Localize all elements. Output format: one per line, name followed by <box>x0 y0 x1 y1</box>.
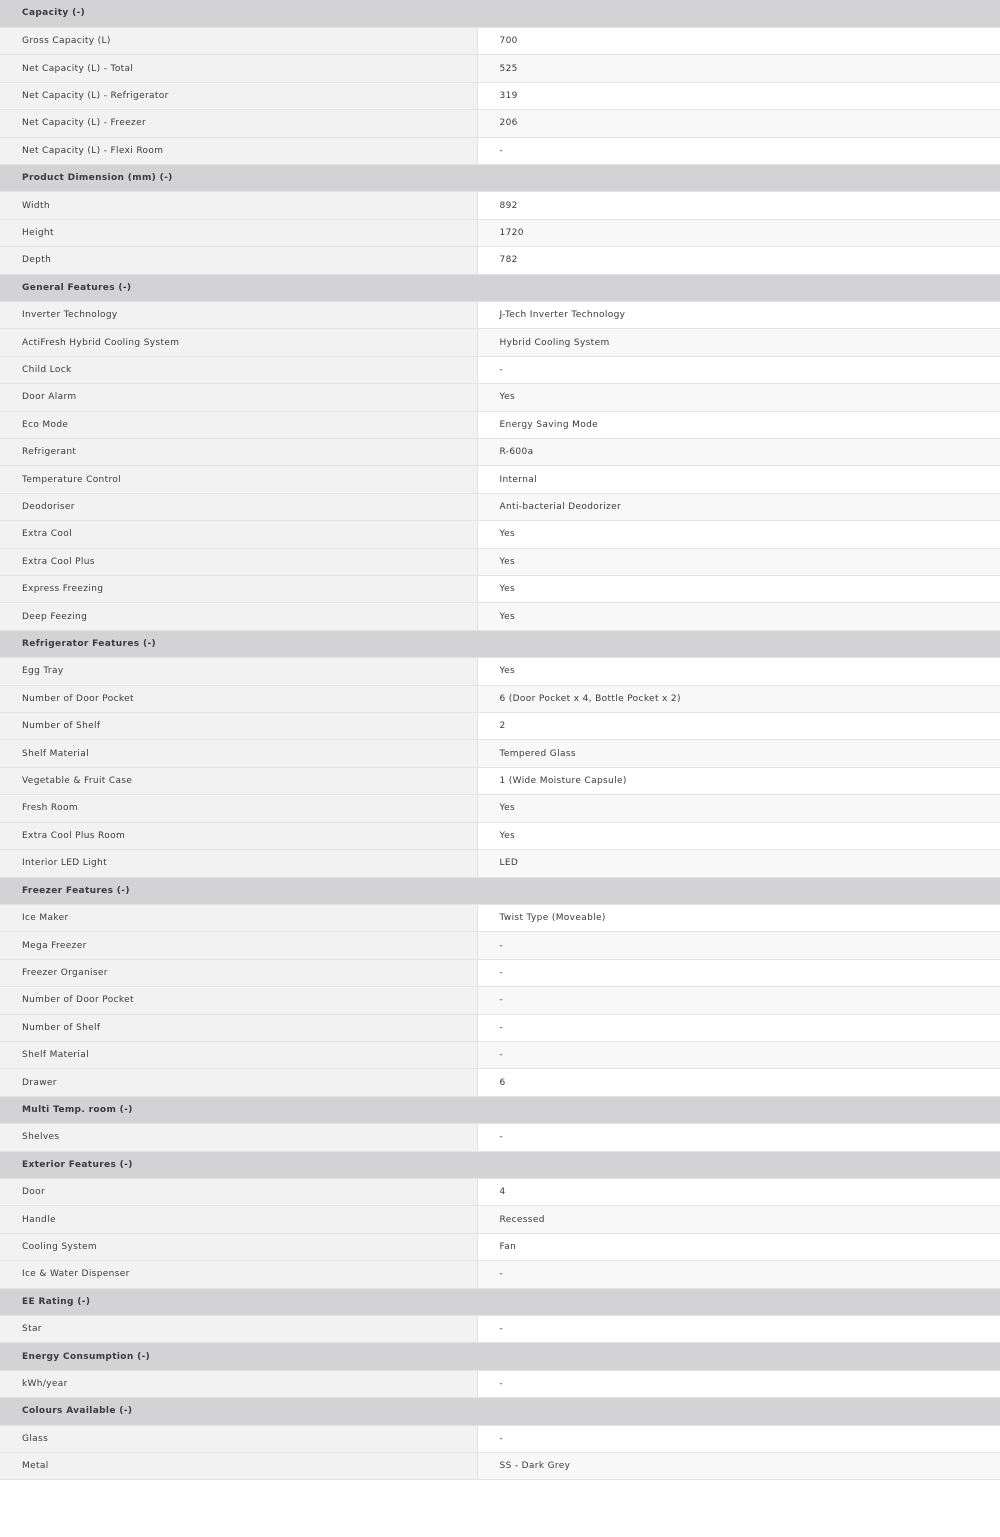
section-header-row[interactable] <box>0 1398 1000 1425</box>
spec-value: - <box>477 987 1000 1014</box>
spec-value: - <box>477 1124 1000 1151</box>
spec-row <box>0 685 1000 712</box>
spec-label: Shelves <box>0 1124 477 1151</box>
spec-row <box>0 1261 1000 1288</box>
spec-row <box>0 932 1000 959</box>
spec-value: 206 <box>477 110 1000 137</box>
spec-label: Handle <box>0 1206 477 1233</box>
section-header-row[interactable] <box>0 0 1000 27</box>
spec-value: - <box>477 1261 1000 1288</box>
spec-label: kWh/year <box>0 1370 477 1397</box>
section-title[interactable]: Exterior Features (-) <box>0 1151 1000 1178</box>
spec-label: Gross Capacity (L) <box>0 27 477 54</box>
spec-value: Yes <box>477 603 1000 630</box>
section-header-row[interactable] <box>0 1151 1000 1178</box>
spec-row <box>0 137 1000 164</box>
spec-row <box>0 822 1000 849</box>
spec-label: Deodoriser <box>0 493 477 520</box>
spec-label: Extra Cool Plus Room <box>0 822 477 849</box>
spec-label: Drawer <box>0 1069 477 1096</box>
spec-label: Door Alarm <box>0 384 477 411</box>
section-header-row[interactable] <box>0 1288 1000 1315</box>
spec-row <box>0 767 1000 794</box>
spec-value: 2 <box>477 713 1000 740</box>
spec-row <box>0 1453 1000 1480</box>
section-title[interactable]: Colours Available (-) <box>0 1398 1000 1425</box>
spec-row <box>0 247 1000 274</box>
spec-value: 319 <box>477 82 1000 109</box>
spec-row <box>0 576 1000 603</box>
spec-value: Yes <box>477 795 1000 822</box>
spec-value: 4 <box>477 1178 1000 1205</box>
spec-value: Internal <box>477 466 1000 493</box>
section-title[interactable]: Refrigerator Features (-) <box>0 630 1000 657</box>
spec-row <box>0 603 1000 630</box>
spec-row <box>0 27 1000 54</box>
spec-value: Hybrid Cooling System <box>477 329 1000 356</box>
spec-label: Net Capacity (L) - Freezer <box>0 110 477 137</box>
spec-label: Vegetable & Fruit Case <box>0 767 477 794</box>
spec-row <box>0 1206 1000 1233</box>
spec-value: Recessed <box>477 1206 1000 1233</box>
spec-row <box>0 1041 1000 1068</box>
spec-value: Yes <box>477 658 1000 685</box>
spec-label: Child Lock <box>0 356 477 383</box>
spec-row <box>0 1069 1000 1096</box>
spec-label: Mega Freezer <box>0 932 477 959</box>
spec-row <box>0 1425 1000 1452</box>
spec-label: Net Capacity (L) - Flexi Room <box>0 137 477 164</box>
spec-row <box>0 356 1000 383</box>
spec-label: Egg Tray <box>0 658 477 685</box>
section-title[interactable]: General Features (-) <box>0 274 1000 301</box>
spec-label: Extra Cool Plus <box>0 548 477 575</box>
spec-label: Door <box>0 1178 477 1205</box>
spec-label: Number of Door Pocket <box>0 685 477 712</box>
section-title[interactable]: Multi Temp. room (-) <box>0 1096 1000 1123</box>
spec-value: - <box>477 959 1000 986</box>
spec-value: J-Tech Inverter Technology <box>477 301 1000 328</box>
spec-value: Yes <box>477 521 1000 548</box>
spec-value: 782 <box>477 247 1000 274</box>
spec-row <box>0 740 1000 767</box>
spec-value: - <box>477 1425 1000 1452</box>
spec-label: Net Capacity (L) - Total <box>0 55 477 82</box>
section-header-row[interactable] <box>0 274 1000 301</box>
spec-label: Freezer Organiser <box>0 959 477 986</box>
section-header-row[interactable] <box>0 1343 1000 1370</box>
spec-row <box>0 1014 1000 1041</box>
spec-value: - <box>477 356 1000 383</box>
spec-value: 700 <box>477 27 1000 54</box>
spec-value: - <box>477 137 1000 164</box>
spec-value: Fan <box>477 1233 1000 1260</box>
spec-label: Express Freezing <box>0 576 477 603</box>
spec-row <box>0 110 1000 137</box>
spec-label: Deep Feezing <box>0 603 477 630</box>
spec-label: Net Capacity (L) - Refrigerator <box>0 82 477 109</box>
spec-label: Width <box>0 192 477 219</box>
spec-value: 1 (Wide Moisture Capsule) <box>477 767 1000 794</box>
spec-row <box>0 329 1000 356</box>
spec-value: 6 (Door Pocket x 4, Bottle Pocket x 2) <box>477 685 1000 712</box>
spec-row <box>0 795 1000 822</box>
spec-value: Yes <box>477 548 1000 575</box>
spec-label: Inverter Technology <box>0 301 477 328</box>
spec-label: Number of Shelf <box>0 713 477 740</box>
spec-row <box>0 411 1000 438</box>
spec-label: Extra Cool <box>0 521 477 548</box>
spec-value: Tempered Glass <box>477 740 1000 767</box>
spec-value: Twist Type (Moveable) <box>477 904 1000 931</box>
spec-row <box>0 466 1000 493</box>
spec-value: 6 <box>477 1069 1000 1096</box>
spec-label: Interior LED Light <box>0 850 477 877</box>
spec-row <box>0 1178 1000 1205</box>
spec-value: LED <box>477 850 1000 877</box>
spec-label: Eco Mode <box>0 411 477 438</box>
spec-value: Yes <box>477 576 1000 603</box>
spec-row <box>0 1233 1000 1260</box>
spec-row <box>0 55 1000 82</box>
spec-label: Cooling System <box>0 1233 477 1260</box>
spec-value: Yes <box>477 384 1000 411</box>
spec-row <box>0 301 1000 328</box>
spec-label: Star <box>0 1316 477 1343</box>
section-header-row[interactable] <box>0 630 1000 657</box>
spec-row <box>0 493 1000 520</box>
spec-label: Number of Shelf <box>0 1014 477 1041</box>
spec-row <box>0 987 1000 1014</box>
spec-label: ActiFresh Hybrid Cooling System <box>0 329 477 356</box>
spec-row <box>0 850 1000 877</box>
spec-label: Depth <box>0 247 477 274</box>
spec-value: 1720 <box>477 219 1000 246</box>
section-title[interactable]: Capacity (-) <box>0 0 1000 27</box>
spec-label: Shelf Material <box>0 1041 477 1068</box>
spec-value: 525 <box>477 55 1000 82</box>
section-header-row[interactable] <box>0 1096 1000 1123</box>
spec-row <box>0 1316 1000 1343</box>
spec-label: Height <box>0 219 477 246</box>
spec-row <box>0 192 1000 219</box>
spec-label: Ice & Water Dispenser <box>0 1261 477 1288</box>
spec-value: Yes <box>477 822 1000 849</box>
spec-row <box>0 959 1000 986</box>
spec-row <box>0 82 1000 109</box>
spec-value: Energy Saving Mode <box>477 411 1000 438</box>
spec-value: R-600a <box>477 439 1000 466</box>
spec-row <box>0 439 1000 466</box>
section-title[interactable]: Freezer Features (-) <box>0 877 1000 904</box>
spec-row <box>0 521 1000 548</box>
spec-label: Shelf Material <box>0 740 477 767</box>
spec-row <box>0 548 1000 575</box>
spec-value: - <box>477 1014 1000 1041</box>
spec-value: Anti-bacterial Deodorizer <box>477 493 1000 520</box>
spec-value: 892 <box>477 192 1000 219</box>
spec-label: Number of Door Pocket <box>0 987 477 1014</box>
spec-label: Refrigerant <box>0 439 477 466</box>
spec-row <box>0 1370 1000 1397</box>
spec-label: Fresh Room <box>0 795 477 822</box>
spec-row <box>0 1124 1000 1151</box>
spec-row <box>0 904 1000 931</box>
section-header-row[interactable] <box>0 164 1000 191</box>
spec-label: Metal <box>0 1453 477 1480</box>
spec-value: SS - Dark Grey <box>477 1453 1000 1480</box>
spec-label: Glass <box>0 1425 477 1452</box>
spec-label: Temperature Control <box>0 466 477 493</box>
spec-value: - <box>477 1316 1000 1343</box>
spec-value: - <box>477 932 1000 959</box>
spec-label: Ice Maker <box>0 904 477 931</box>
section-title[interactable]: Energy Consumption (-) <box>0 1343 1000 1370</box>
section-header-row[interactable] <box>0 877 1000 904</box>
spec-value: - <box>477 1041 1000 1068</box>
spec-row <box>0 713 1000 740</box>
spec-row <box>0 658 1000 685</box>
spec-value: - <box>477 1370 1000 1397</box>
section-title[interactable]: EE Rating (-) <box>0 1288 1000 1315</box>
spec-row <box>0 219 1000 246</box>
section-title[interactable]: Product Dimension (mm) (-) <box>0 164 1000 191</box>
spec-row <box>0 384 1000 411</box>
